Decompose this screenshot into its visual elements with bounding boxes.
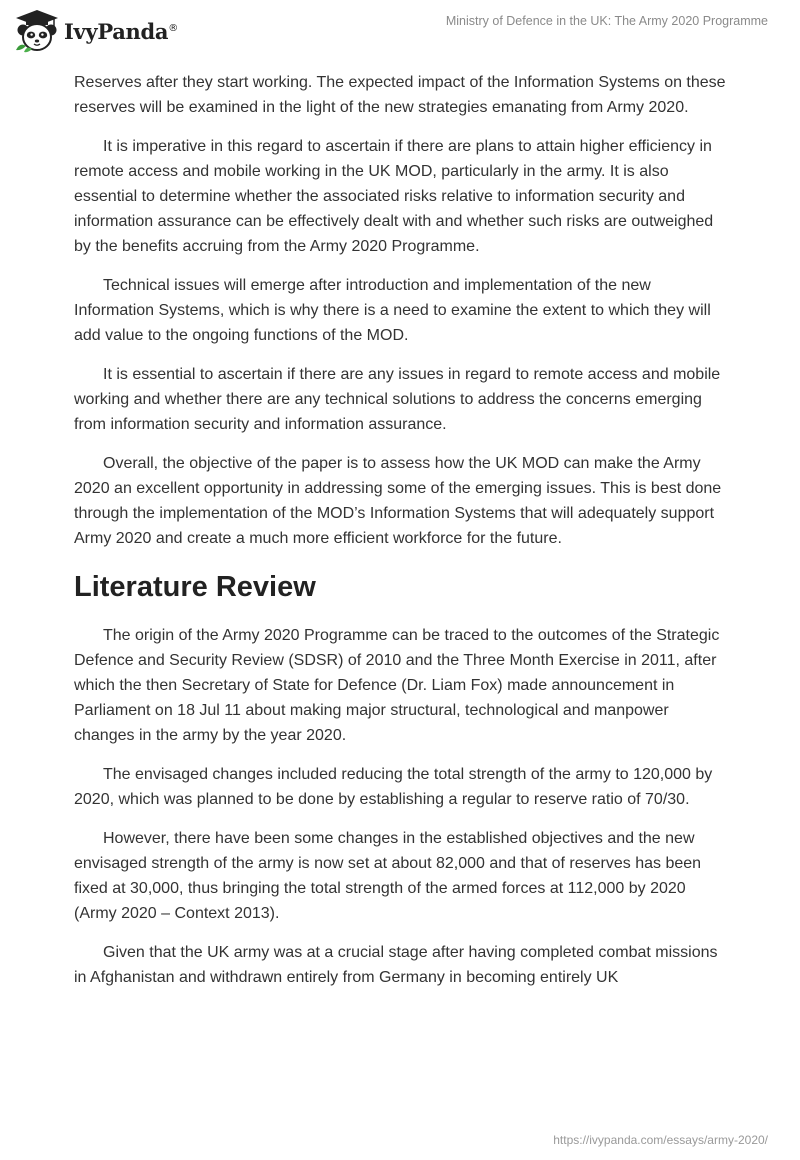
- page-header: [0, 0, 800, 68]
- paragraph: Reserves after they start working. The expected impact of the Information Systems on these reserves will be examined in the light of the new strategies emanating from Army 2020.: [74, 74, 726, 116]
- paragraph: However, there have been some changes in the established objectives and the new envisaged strength of the army is now set at about 82,000 and that of reserves has been fixed at 30,000, thus bringing the total strength of the armed forces at 112,000 by 2020 (Army 2020 – Context 2013).: [74, 830, 702, 922]
- source-url-link[interactable]: https://ivypanda.com/essays/army-2020/: [553, 1133, 768, 1147]
- paragraph: Given that the UK army was at a crucial stage after having completed combat missions in Afghanistan and withdrawn entirely from Germany in becoming entirely UK: [74, 944, 718, 986]
- paragraph: Technical issues will emerge after introduction and implementation of the new Information Systems, which is why there is a need to examine the extent to which they will add value to the ongoing functions of the MOD.: [74, 277, 711, 344]
- paragraph: It is imperative in this regard to ascertain if there are plans to attain higher efficiency in remote access and mobile working in the UK MOD, particularly in the army. It is also essential to determine whether the associated risks relative to information security and information assurance can be effectively dealt with and whether such risks are outweighed by the benefits accruing from the Army 2020 Programme.: [74, 138, 714, 255]
- ivypanda-logo[interactable]: [14, 8, 178, 54]
- section-heading: Literature Review: [74, 571, 316, 603]
- document-title: Ministry of Defence in the UK: The Army 2020 Programme: [445, 14, 768, 28]
- paragraph: It is essential to ascertain if there are any issues in regard to remote access and mobile working and whether there are any technical solutions to address the concerns emerging from information security and information assurance.: [74, 366, 721, 433]
- panda-graduate-icon: [14, 8, 60, 54]
- paragraph: The envisaged changes included reducing the total strength of the army to 120,000 by 2020, which was planned to be done by establishing a regular to reserve ratio of 70/30.: [74, 766, 713, 808]
- paragraph: The origin of the Army 2020 Programme can be traced to the outcomes of the Strategic Defence and Security Review (SDSR) of 2010 and the Three Month Exercise in 2011, after which the then Secretary of State for Defence (Dr. Liam Fox) made announcement in Parliament on 18 Jul 11 about making major structural, technological and manpower changes in the army by the year 2020.: [74, 627, 720, 744]
- paragraph: Overall, the objective of the paper is to assess how the UK MOD can make the Army 2020 an excellent opportunity in addressing some of the emerging issues. This is best done through the implementation of the MOD’s Information Systems that will adequately support Army 2020 and create a much more efficient workforce for the future.: [74, 455, 722, 547]
- essay-body: [74, 70, 728, 1004]
- brand-name: IvyPanda®: [64, 18, 178, 44]
